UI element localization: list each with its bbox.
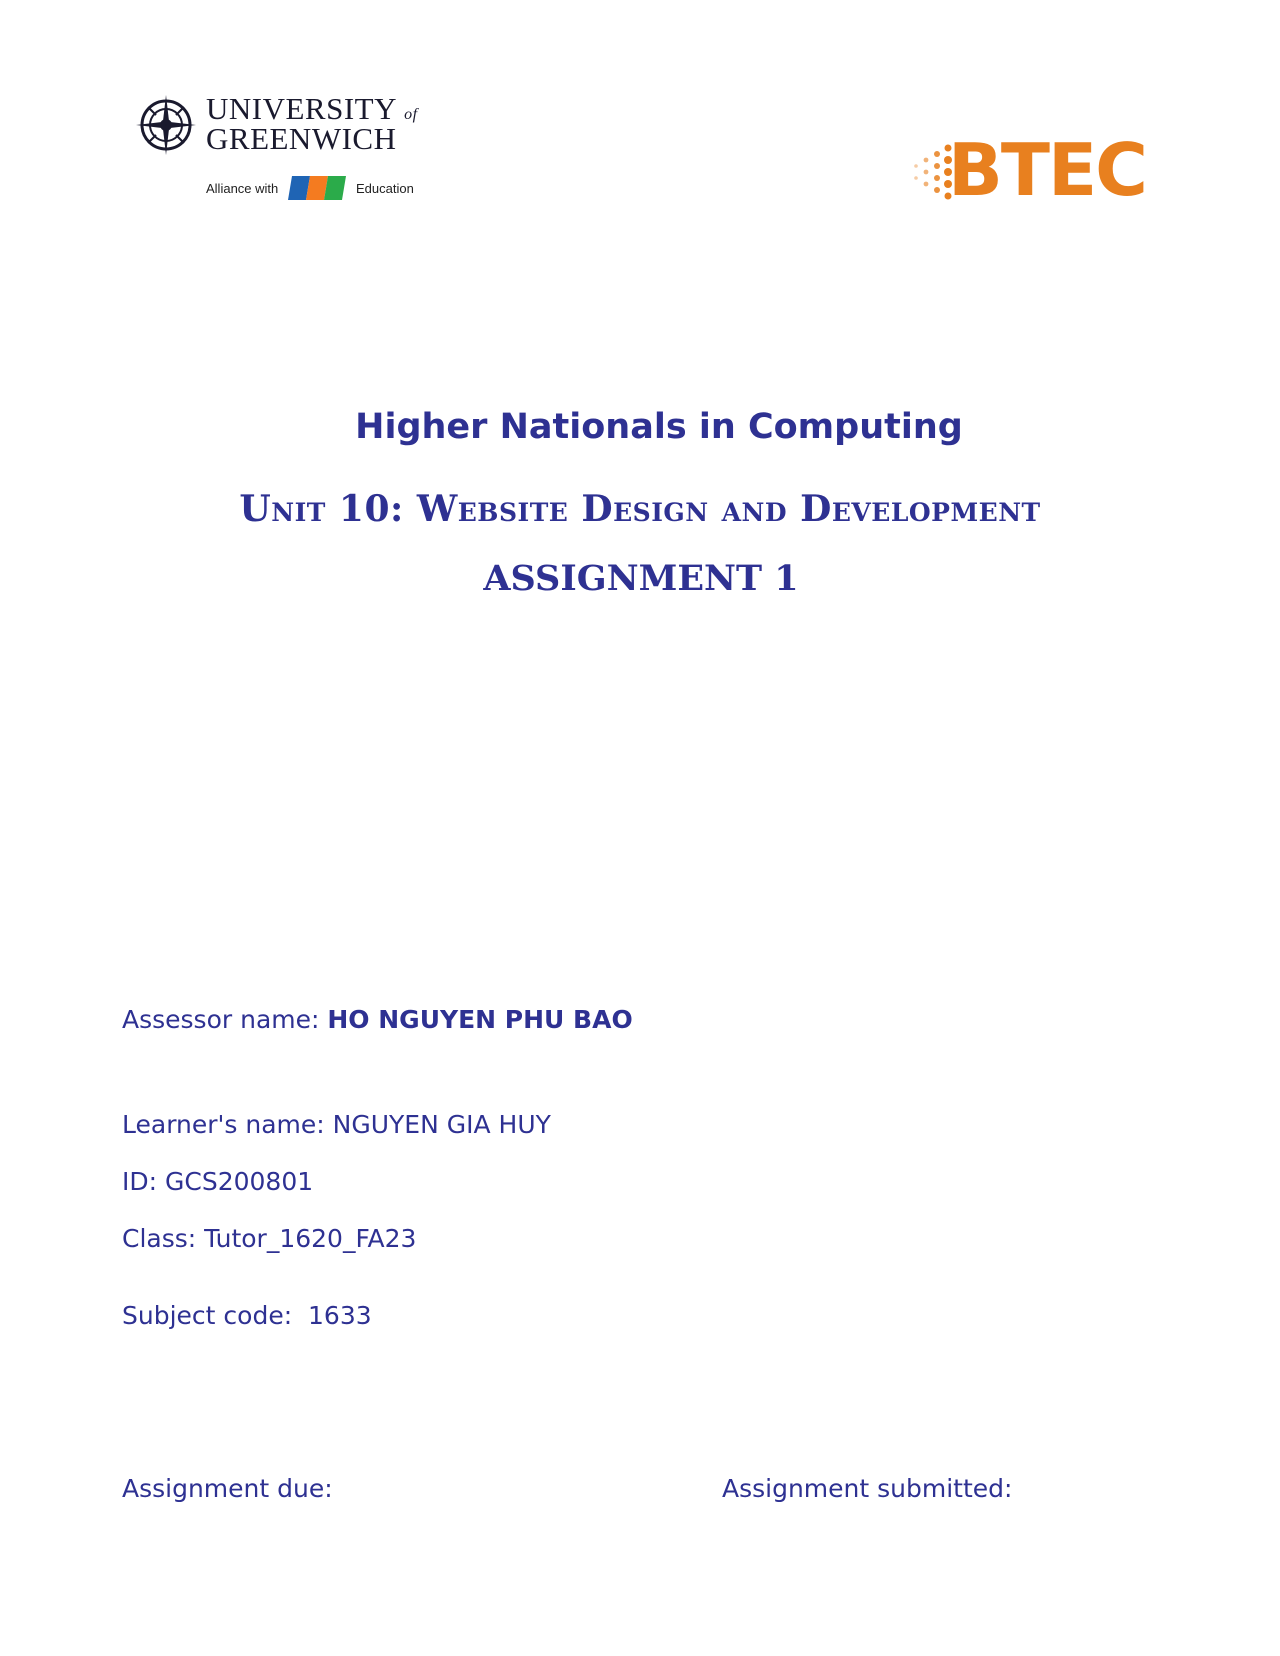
alliance-suffix: Education — [356, 181, 414, 196]
compass-emblem-icon — [134, 93, 198, 157]
btec-logo — [908, 128, 1158, 214]
greenwich-logo-line2: GREENWICH — [206, 121, 397, 156]
page-title: Higher Nationals in Computing — [355, 407, 963, 447]
assessor-value: HO NGUYEN PHU BAO — [327, 1005, 633, 1034]
assessor-label: Assessor name: — [122, 1005, 328, 1034]
fpt-logo-icon — [286, 175, 350, 201]
university-of-greenwich-logo — [134, 93, 424, 213]
subject-code: Subject code: 1633 — [122, 1301, 372, 1330]
greenwich-logo-of: of — [404, 106, 418, 123]
assignment-submitted: Assignment submitted: — [722, 1474, 1013, 1503]
fpt-alliance-badge — [206, 175, 426, 201]
alliance-prefix: Alliance with — [206, 181, 279, 196]
class-name: Class: Tutor_1620_FA23 — [122, 1224, 417, 1253]
btec-wordmark: BTEC — [948, 128, 1147, 212]
assignment-due: Assignment due: — [122, 1474, 333, 1503]
assignment-title: ASSIGNMENT 1 — [483, 558, 799, 599]
greenwich-logo-line1: UNIVERSITY of — [206, 91, 418, 126]
assessor-line — [122, 1005, 633, 1034]
unit-title: Unit 10: Website Design and Development — [239, 488, 1041, 530]
learner-name: Learner's name: NGUYEN GIA HUY — [122, 1110, 551, 1139]
learner-id: ID: GCS200801 — [122, 1167, 314, 1196]
